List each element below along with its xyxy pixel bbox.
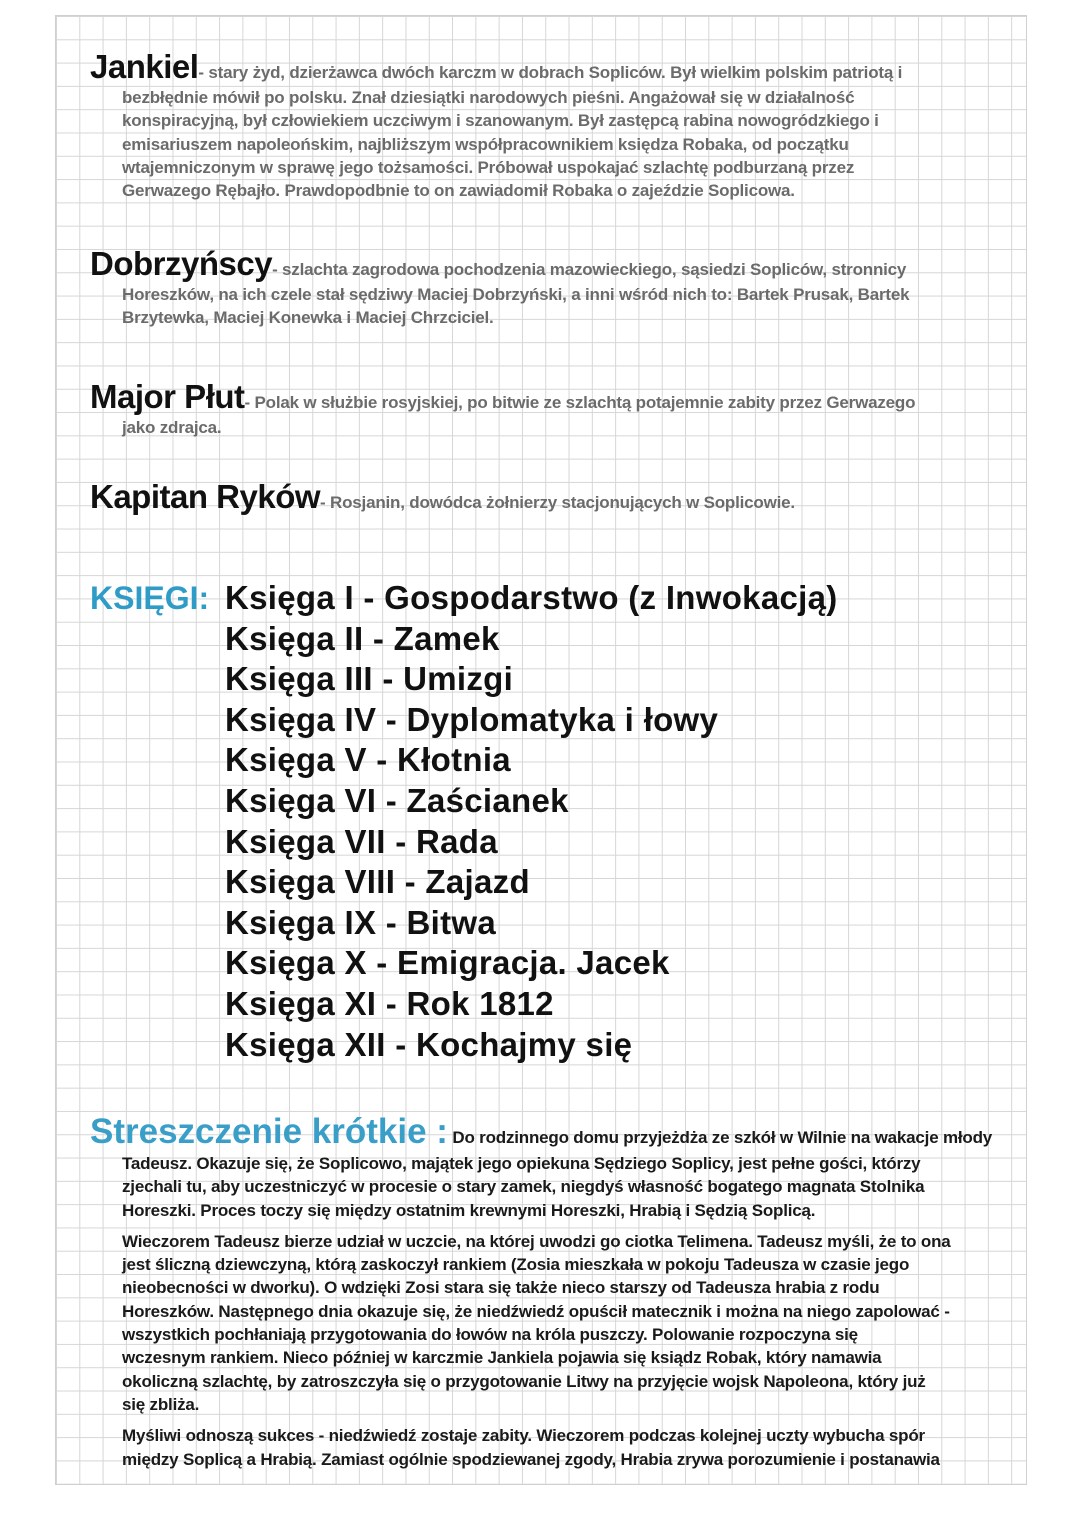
character-entry — [90, 245, 909, 330]
summary-title: Streszczenie krótkie : — [90, 1112, 448, 1151]
character-description: - stary żyd, dzierżawca dwóch karczm w dobrach Sopliców. Był wielkim polskim patriotą i — [198, 63, 903, 82]
description-line: jako zdrajca. — [122, 418, 222, 437]
summary-line: zjechali tu, aby uczestniczyć w procesie o stary zamek, niegdyś własność bogatego magnata Stolnika — [122, 1177, 925, 1197]
character-entry — [90, 478, 795, 516]
book-item: Księga VIII - Zajazd — [225, 863, 530, 901]
summary-paragraph-1 — [90, 1152, 992, 1222]
book-item: Księga XII - Kochajmy się — [225, 1025, 633, 1063]
summary-line: Horeszki. Proces toczy się między ostatnim krewnymi Horeszki, Hrabią i Sędzią Soplicą. — [122, 1200, 816, 1220]
character-name: Major Płut — [90, 378, 245, 415]
summary-paragraph-3 — [90, 1424, 992, 1471]
book-item: Księga X - Emigracja. Jacek — [225, 944, 670, 982]
book-item: Księga VI - Zaścianek — [225, 781, 569, 819]
book-item: Księga IV - Dyplomatyka i łowy — [225, 700, 719, 738]
book-item: Księga V - Kłotnia — [225, 741, 511, 779]
description-line: bezbłędnie mówił po polsku. Znał dziesiątki narodowych pieśni. Angażował się w działalność — [122, 88, 855, 107]
character-name: Jankiel — [90, 48, 199, 85]
book-item: Księga III - Umizgi — [225, 660, 514, 698]
character-name: Dobrzyńscy — [90, 245, 273, 282]
summary-line: między Soplicą a Hrabią. Zamiast ogólnie spodziewanej zgody, Hrabia zrywa porozumienie i postanawia — [122, 1449, 940, 1469]
summary-line: Tadeusz. Okazuje się, że Soplicowo, majątek jego opiekuna Sędziego Soplicy, jest pełne gości, którzy — [122, 1154, 921, 1173]
summary-section — [90, 1112, 992, 1471]
book-item: Księga II - Zamek — [225, 619, 500, 657]
character-entry — [90, 48, 902, 202]
summary-line: Wieczorem Tadeusz bierze udział w uczcie, na której uwodzi go ciotka Telimena. Tadeusz myśli, że to ona — [122, 1231, 951, 1251]
book-item: Księga XI - Rok 1812 — [225, 984, 554, 1022]
description-line: wtajemniczonym w sprawę jego tożsamości. Próbował uspokajać szlachtę podburzaną przez — [122, 157, 855, 177]
character-entry — [90, 378, 915, 439]
description-line: Brzytewka, Maciej Konewka i Maciej Chrzciciel. — [122, 308, 494, 328]
summary-line: Horeszków. Następnego dnia okazuje się, że niedźwiedź opuścił matecznik i można na niego zapolować - — [122, 1301, 950, 1321]
description-line: Horeszków, na ich czele stał sędziwy Maciej Dobrzyński, a inni wśród nich to: Bartek Prusak, Bartek — [122, 285, 910, 304]
character-description: - Rosjanin, dowódca żołnierzy stacjonujących w Soplicowie. — [320, 493, 795, 512]
description-line: Gerwazego Rębajło. Prawdopodbnie to on zawiadomił Robaka o zajeździe Soplicowa. — [122, 181, 795, 201]
description-line: emisariuszem napoleońskim, najbliższym współpracownikiem księdza Robaka, od początku — [122, 134, 849, 154]
summary-line: okoliczną szlachtę, by zatroszczyła się o przygotowanie Litwy na przyjęcie wojsk Napoleona, który już — [122, 1371, 926, 1391]
books-list — [225, 578, 838, 1065]
character-name: Kapitan Ryków — [90, 478, 321, 515]
summary-first-line: Do rodzinnego domu przyjeżdża ze szkół w Wilnie na wakacje młody — [452, 1128, 993, 1147]
book-item: Księga I - Gospodarstwo (z Inwokacją) — [225, 579, 838, 616]
books-label: KSIĘGI: — [90, 580, 210, 616]
character-description: - Polak w służbie rosyjskiej, po bitwie ze szlachtą potajemnie zabity przez Gerwazego — [244, 393, 916, 412]
summary-paragraph-2 — [90, 1230, 992, 1416]
summary-line: się zbliża. — [122, 1394, 200, 1414]
character-description: - szlachta zagrodowa pochodzenia mazowieckiego, sąsiedzi Sopliców, stronnicy — [272, 260, 907, 279]
summary-line: wszystkich pochłaniają przygotowania do łowów na króla puszczy. Polowanie rozpoczyna się — [122, 1325, 858, 1345]
summary-line: Myśliwi odnoszą sukces - niedźwiedź zostaje zabity. Wieczorem podczas kolejnej uczty wybucha spór — [122, 1426, 925, 1446]
book-item: Księga IX - Bitwa — [225, 903, 497, 941]
book-item: Księga VII - Rada — [225, 822, 498, 860]
summary-line: jest śliczną dziewczyną, którą zaskoczył rankiem (Zosia mieszkała w pokoju Tadeusza w czasie jego — [122, 1255, 910, 1275]
description-line: konspiracyjną, był człowiekiem uczciwym i szanowanym. Był zastępcą rabina nowogródzkiego i — [122, 111, 879, 131]
summary-line: nieobecności w dworku). O wdzięki Zosi stara się także nieco starszy od Tadeusza hrabia z rodu — [122, 1278, 880, 1298]
summary-line: wczesnym rankiem. Nieco później w karczmie Jankiela pojawia się ksiądz Robak, który namawia — [122, 1348, 882, 1368]
